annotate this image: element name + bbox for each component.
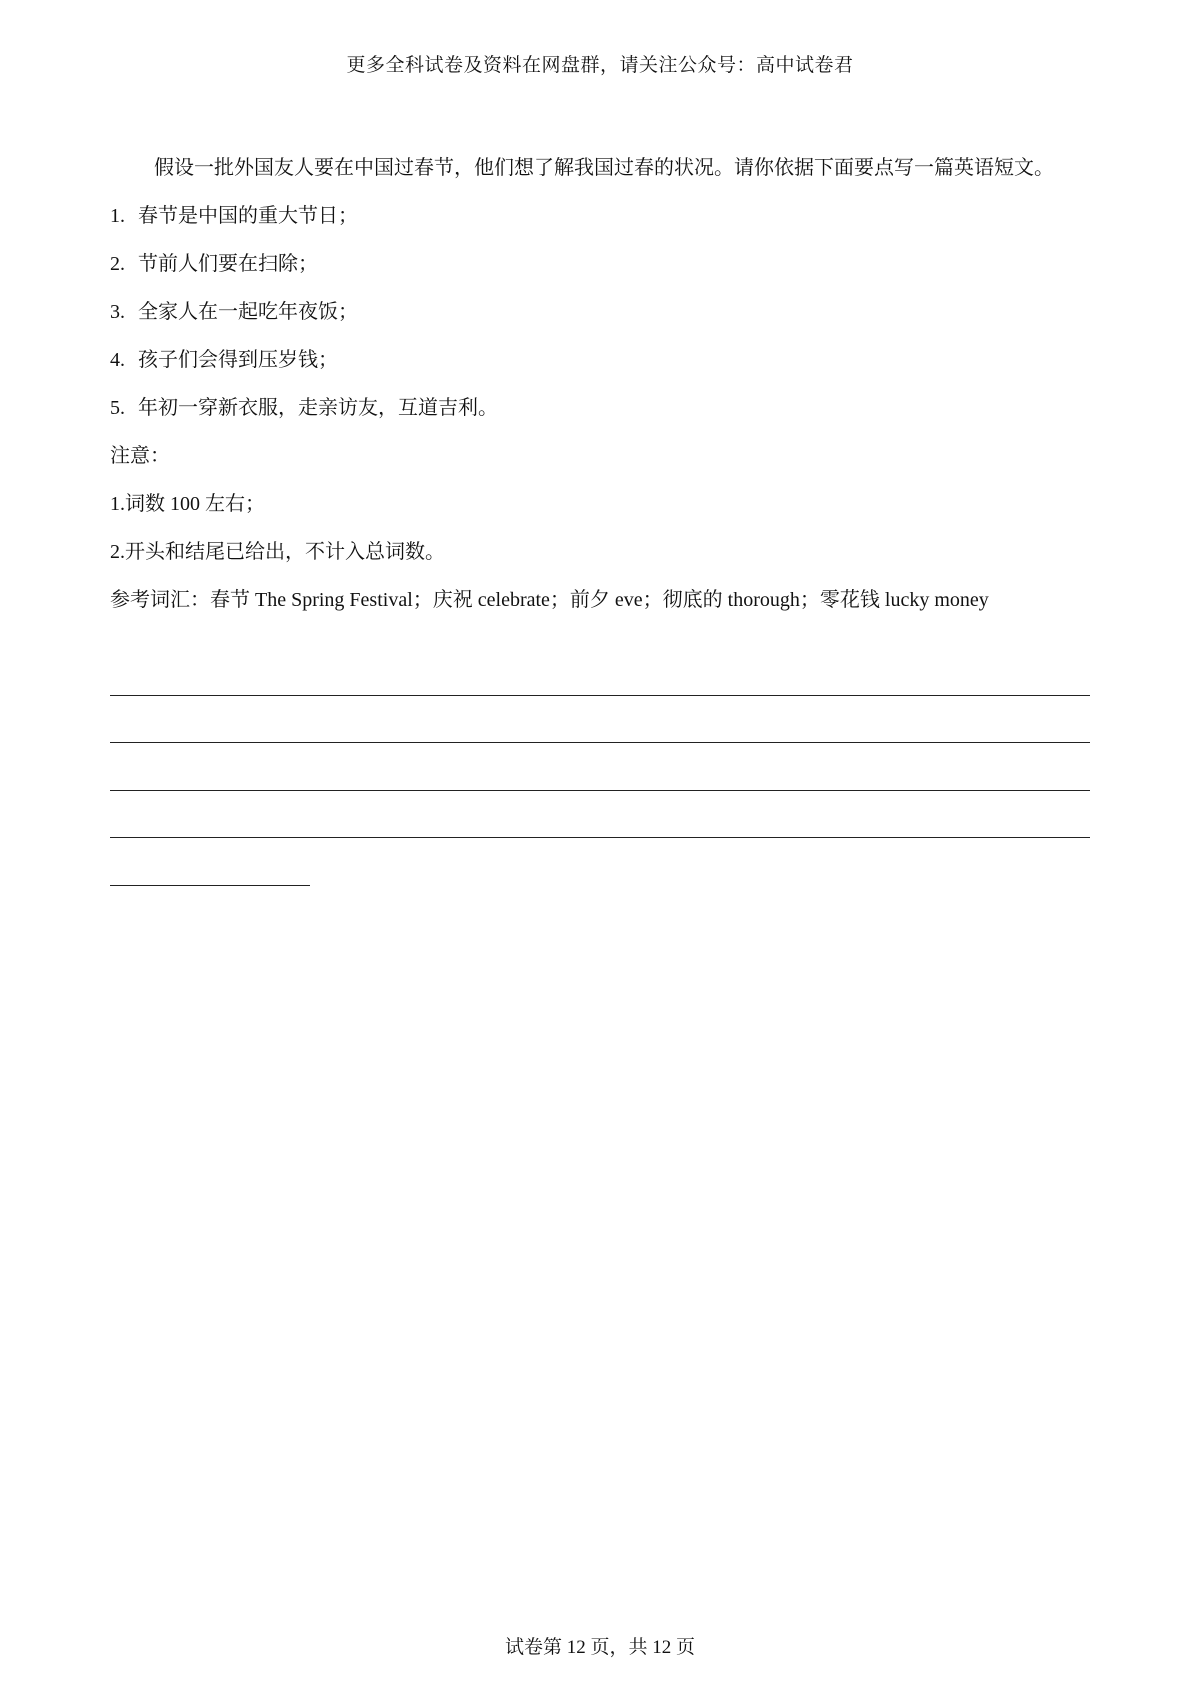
point-text: 春节是中国的重大节日； [138,205,358,227]
writing-prompt [110,152,1100,632]
prompt-intro: 假设一批外国友人要在中国过春节，他们想了解我国过春的状况。请你依据下面要点写一篇英语短文。 [154,157,1054,179]
point-number: 3. [110,301,125,323]
point-number: 2. [110,253,125,275]
note-item: 2.开头和结尾已给出，不计入总词数。 [110,541,445,563]
answer-area[interactable] [110,648,1090,886]
reference-vocabulary: 参考词汇：春节 The Spring Festival；庆祝 celebrate；前夕 eve；彻底的 thorough；零花钱 lucky money [110,589,989,611]
answer-line[interactable] [110,791,1090,839]
point-item [110,344,1100,392]
point-text: 年初一穿新衣服，走亲访友，互道吉利。 [138,397,498,419]
point-item [110,248,1100,296]
point-number: 1. [110,205,125,227]
point-text: 全家人在一起吃年夜饭； [138,301,358,323]
page-header: 更多全科试卷及资料在网盘群，请关注公众号：高中试卷君 [346,55,854,76]
point-number: 5. [110,397,125,419]
note-item: 1.词数 100 左右； [110,493,265,515]
point-text: 节前人们要在扫除； [138,253,318,275]
point-text: 孩子们会得到压岁钱； [138,349,338,371]
point-item [110,200,1100,248]
notes-title: 注意： [110,445,170,467]
answer-line[interactable] [110,696,1090,744]
answer-line[interactable] [110,743,1090,791]
answer-line[interactable] [110,648,1090,696]
page-footer: 试卷第 12 页，共 12 页 [504,1637,695,1658]
answer-line-short[interactable] [110,838,310,886]
point-item [110,296,1100,344]
point-item [110,392,1100,440]
point-number: 4. [110,349,125,371]
